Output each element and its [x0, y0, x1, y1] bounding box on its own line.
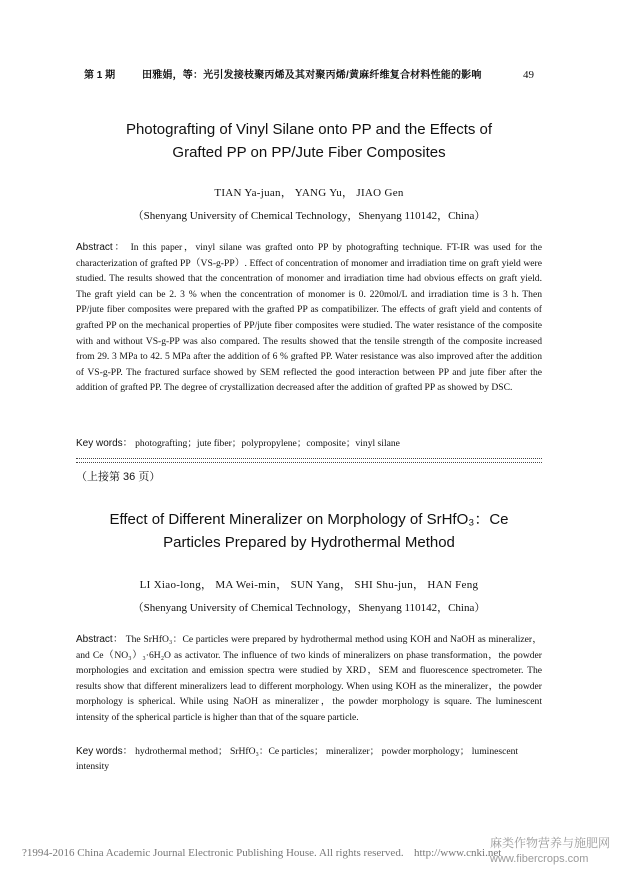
article2-abstract-text: The SrHfO₃：Ce particles were prepared by hydrothermal method using KOH and NaOH as mineralizer，and Ce（NO₃）₃·6H₂O as activator. The influence of two kinds of mineralizers on phase transformation，the powder morphologies and excitation and emission spectra were studied by XRD，SEM and fluorescence spectrometer. The results show that different mineralizers lead to different morphology. When using KOH as the mineralizer，the powder morphology is spherical. While using NaOH as mineralizer，the powder morphology is square. The luminescent intensity of the spherical particle is higher than that of the square particle.: [76, 634, 543, 723]
issue-number: 第 1 期: [84, 70, 116, 81]
continued-note: （上接第 36 页）: [76, 471, 161, 483]
article1-keywords-label: Key words：: [76, 438, 133, 449]
article1-keywords-text: photografting；jute fiber；polypropylene；composite；vinyl silane: [135, 438, 400, 449]
article1-title-line2: Grafted PP on PP/Jute Fiber Composites: [172, 144, 446, 161]
article1-keywords: [76, 436, 542, 451]
watermark-url: www.fibercrops.com: [490, 853, 589, 865]
article2-keywords: [76, 744, 542, 774]
page-number: 49: [523, 69, 534, 81]
article2-keywords-label: Key words：: [76, 746, 133, 757]
article1-title-line1: Photografting of Vinyl Silane onto PP and the Effects of: [125, 121, 493, 138]
article2-affiliation: （Shenyang University of Chemical Technology，Shenyang 110142，China）: [132, 602, 486, 614]
source-site-link[interactable]: http://www.cnki.net: [414, 847, 502, 859]
article1-abstract: [76, 240, 542, 396]
article2-authors: LI Xiao-long， MA Wei-min， SUN Yang， SHI Shu-jun， HAN Feng: [139, 579, 479, 591]
section-divider: [76, 458, 542, 463]
copyright-notice: ?1994-2016 China Academic Journal Electronic Publishing House. All rights reserved.: [22, 847, 404, 859]
running-header: [84, 66, 534, 81]
article2-abstract: [76, 632, 542, 726]
article2-keywords-text: hydrothermal method； SrHfO₃：Ce particles； mineralizer； powder morphology； luminescent intensity: [76, 746, 519, 772]
article2-title-line1: Effect of Different Mineralizer on Morphology of SrHfO₃：Ce: [109, 511, 509, 528]
article1-abstract-text: In this paper，vinyl silane was grafted onto PP by photografting technique. FT-IR was used for the characterization of grafted PP（VS-g-PP）. Effect of concentration of monomer and irradiation time on graft yield were studied. The results showed that the concentration of monomer and irradiation time had obvious effects on graft yield. The graft yield can be 2. 3 % when the concentration of monomer is 0. 220mol/L and irradiation time is 3 h. Then PP/jute fiber composites were prepared with the grafted PP as compatibilizer. The effects of graft yield and contents of grafted PP on the mechanical properties of PP/jute fiber composites were studied. The water resistance of the composite with and without VS-g-PP was also compared. The results showed that the tensile strength of the composite increased from 29. 3 MPa to 42. 5 MPa after the addition of 6 % grafted PP. Water resistance was also improved after the addition of VS-g-PP. The fractured surface showed by SEM reflected the good interaction between PP and jute fiber after the addition of grafted PP. The degree of crystallization decreased after the addition of grafted PP as showed by DSC.: [76, 242, 542, 394]
article1-abstract-label: Abstract：: [76, 242, 127, 253]
article1-authors: TIAN Ya-juan， YANG Yu， JIAO Gen: [214, 187, 404, 199]
article1-affiliation: （Shenyang University of Chemical Technology，Shenyang 110142，China）: [132, 210, 486, 222]
article2-title: [60, 508, 558, 554]
article1-title: [60, 118, 558, 164]
watermark-cn: 麻类作物营养与施肥网: [490, 836, 611, 850]
watermark: [490, 836, 610, 866]
article2-abstract-label: Abstract：: [76, 634, 124, 645]
article2-title-line2: Particles Prepared by Hydrothermal Method: [163, 534, 455, 551]
running-title: 田雅娟，等：光引发接枝聚丙烯及其对聚丙烯/黄麻纤维复合材料性能的影响: [142, 70, 482, 81]
